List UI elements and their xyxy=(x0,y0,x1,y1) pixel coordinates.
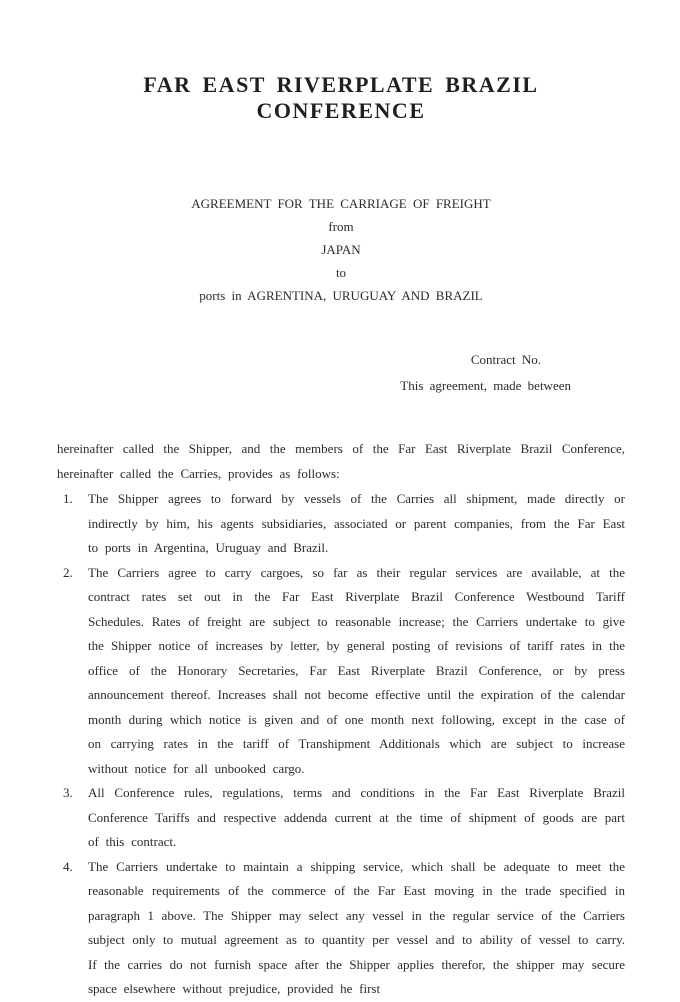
agreement-heading-line5: ports in AGRENTINA, URUGUAY AND BRAZIL xyxy=(199,288,483,303)
agreement-heading-line4: to xyxy=(335,265,347,280)
clause-text: The Carriers undertake to maintain a shipping service, which shall be adequate to meet the reasonable requirements of the commerce of the Far East moving in the trade specified in paragraph 1 above. The Shipper may select any vessel in the regular service of the Carriers subject only to mutual agreement as to quantity per vessel and to ability of vessel to carry. If the carries do not furnish space after the Shipper applies therefor, the shipper may secure space elsewhere without prejudice, provided he first xyxy=(88,858,625,996)
document-title: FAR EAST RIVERPLATE BRAZIL CONFERENCE xyxy=(143,72,539,123)
clause-number: 4. xyxy=(63,858,73,874)
clause-number: 2. xyxy=(63,564,73,580)
contract-no-label: Contract No. xyxy=(470,352,541,367)
agreement-heading xyxy=(57,192,625,307)
document-body xyxy=(57,437,625,1002)
intro-paragraph: hereinafter called the Shipper, and the members of the Far East Riverplate Brazil Conference, hereinafter called the Carries, provides as follows: xyxy=(57,441,625,481)
contract-block xyxy=(57,347,625,399)
clause-text: The Shipper agrees to forward by vessels of the Carries all shipment, made directly or indirectly by him, his agents subsidiaries, associated or parent companies, from the Far East to ports in Argentina, Uruguay and Brazil. xyxy=(88,491,625,555)
clause-text: All Conference rules, regulations, terms and conditions in the Far East Riverplate Brazil Conference Tariffs and respective addenda current at the time of shipment of goods are part of this contract. xyxy=(88,785,625,849)
agreement-heading-line1: AGREEMENT FOR THE CARRIAGE OF FREIGHT xyxy=(191,196,491,211)
clause-number: 1. xyxy=(63,491,73,506)
clause-item-2 xyxy=(57,561,625,782)
clause-item-4 xyxy=(57,855,625,1002)
clause-text: The Carriers agree to carry cargoes, so far as their regular services are available, at the contract rates set out in the Far East Riverplate Brazil Conference Westbound Tariff Schedules. Rates of freight are subject to reasonable increase; the Carriers undertake to give the Shipper notice of increases by letter, by general posting of revisions of tariff rates in the office of the Honorary Secretaries, Far East Riverplate Brazil Conference, or by press announcement thereof. Increases shall not become effective until the expiration of the calendar month during which notice is given and of one month next following, except in the case of on carrying rates in the tariff of Transhipment Additionals which are subject to increase without notice for all unbooked cargo. xyxy=(88,564,625,776)
agreement-heading-line2: from xyxy=(328,219,354,234)
made-between-line: This agreement, made between xyxy=(400,378,571,393)
clause-list xyxy=(57,487,625,1002)
clause-number: 3. xyxy=(63,785,73,800)
clause-item-3 xyxy=(57,781,625,855)
clause-item-1 xyxy=(57,487,625,561)
agreement-heading-line3: JAPAN xyxy=(321,242,361,257)
